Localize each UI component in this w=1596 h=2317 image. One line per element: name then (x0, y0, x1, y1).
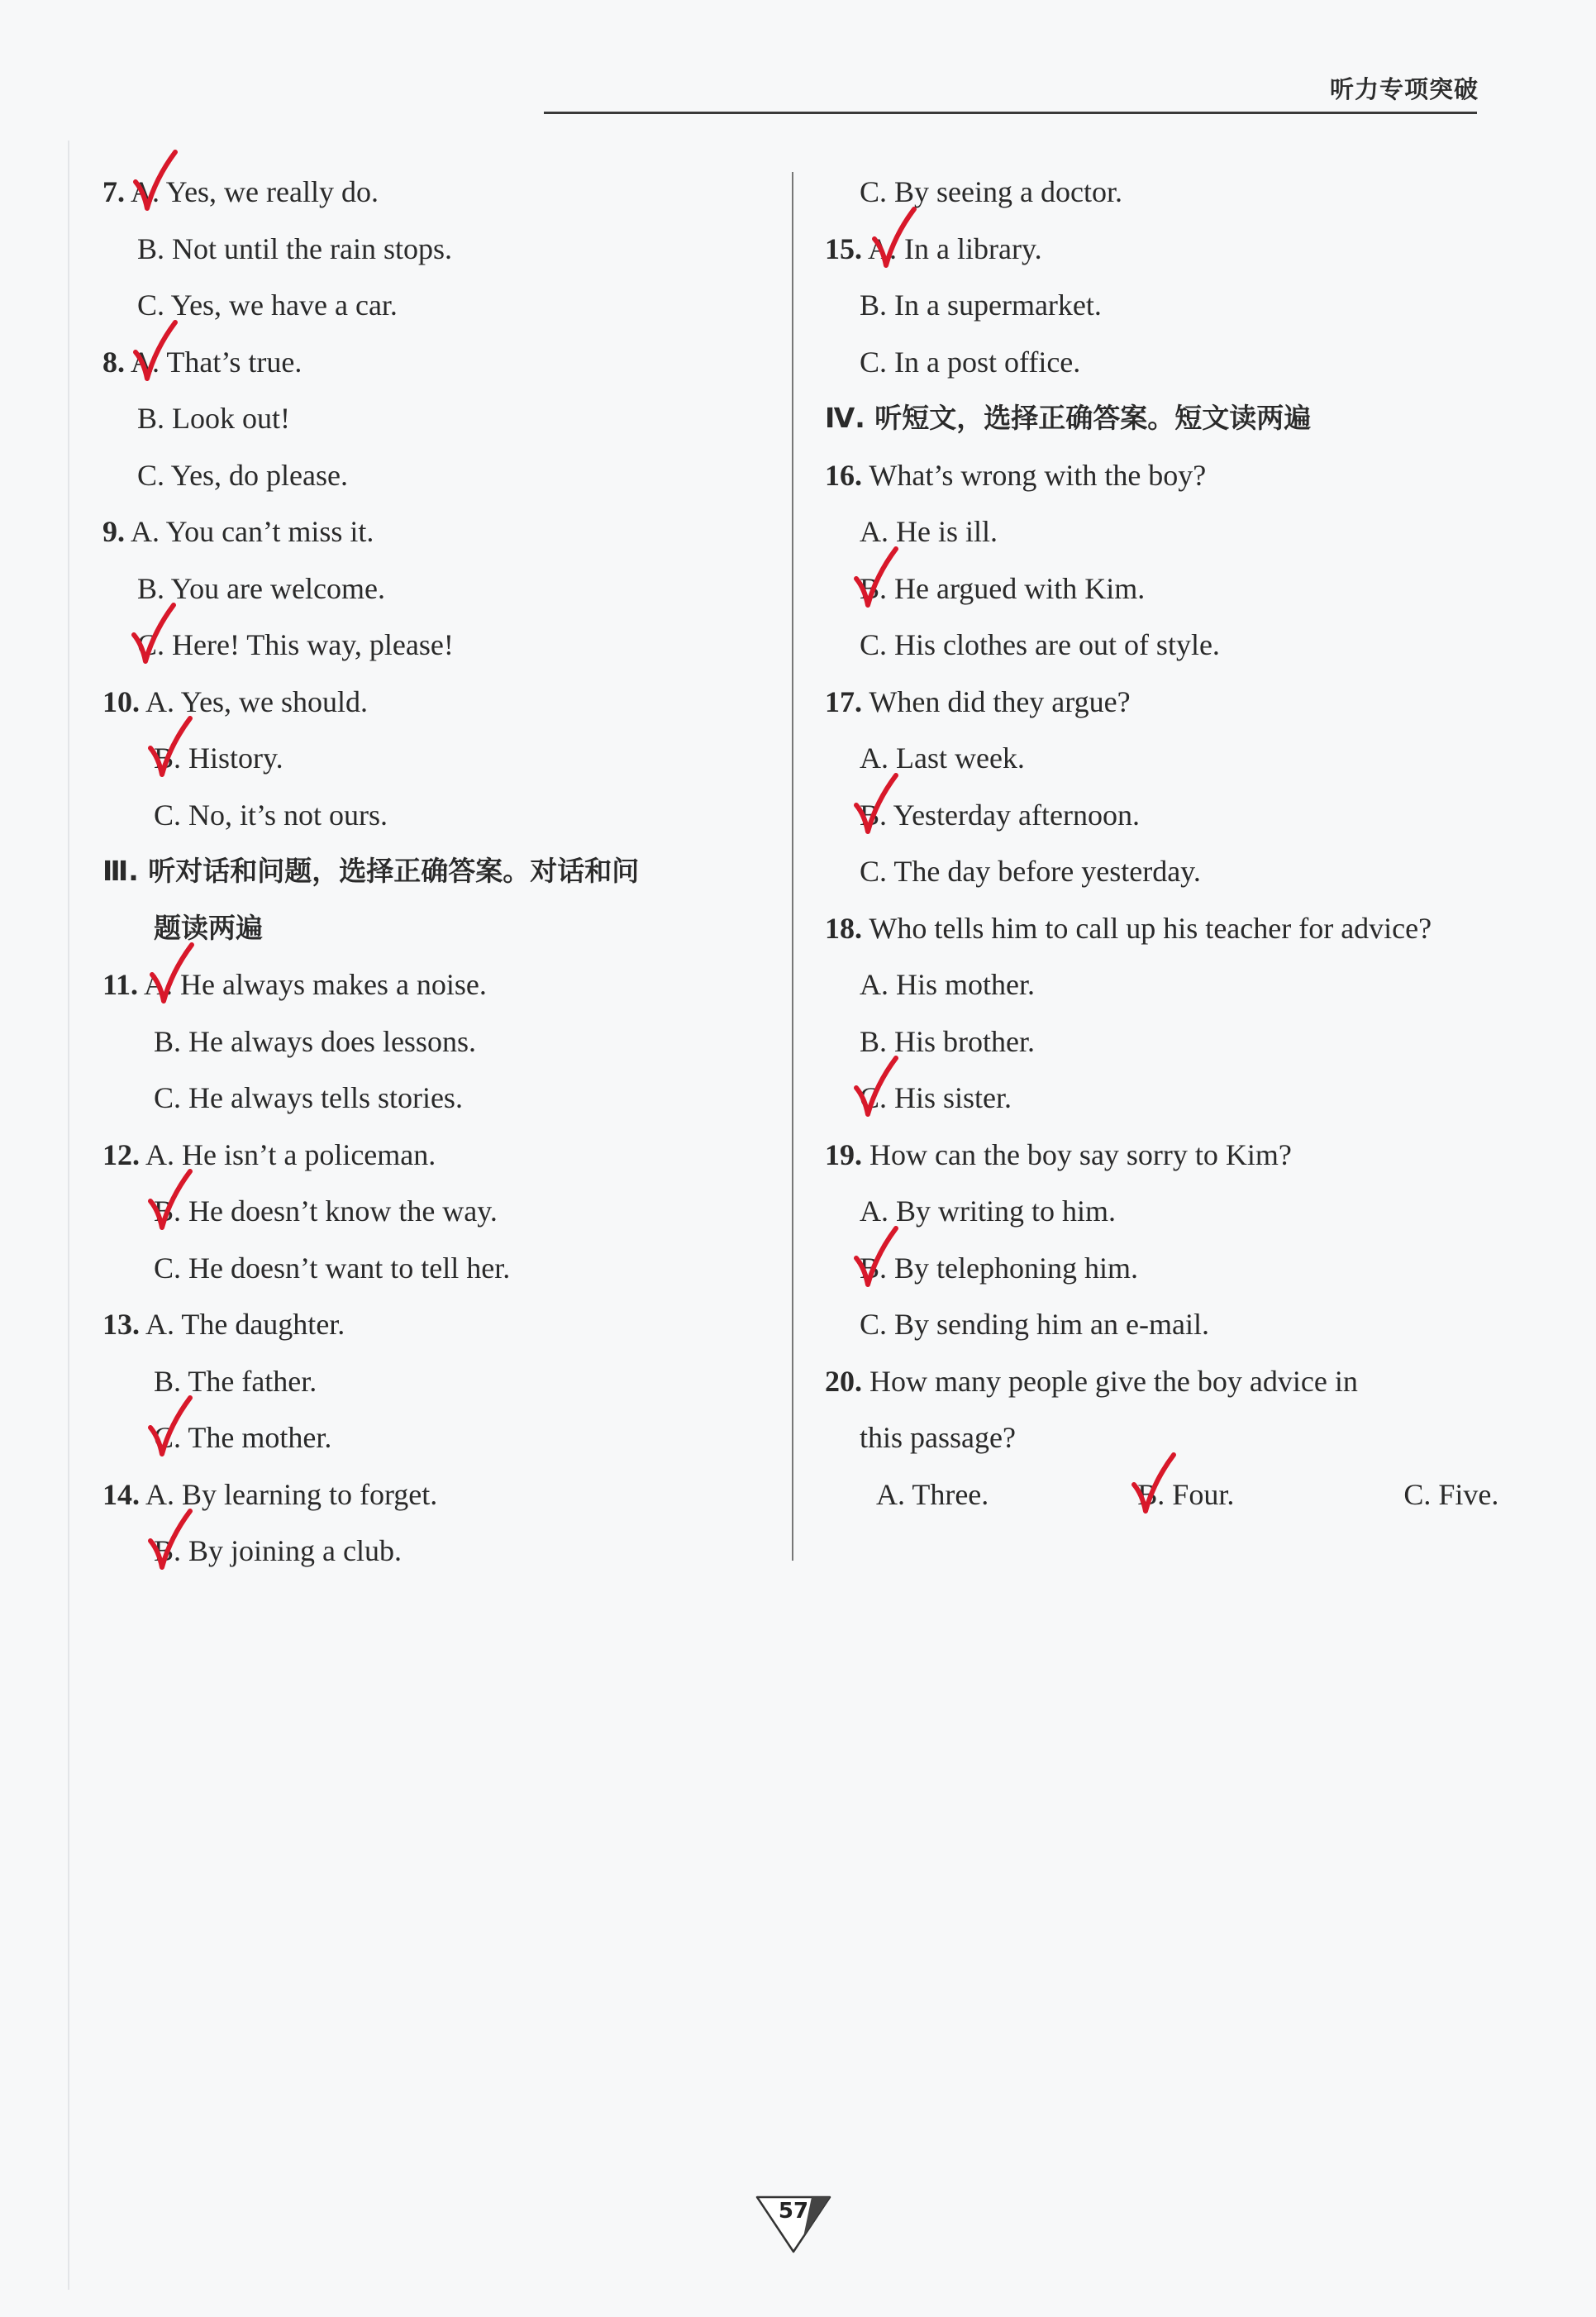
option-text: C. By sending him an e-mail. (860, 1308, 1209, 1341)
question-number: 9. (102, 515, 125, 548)
option-text: A. In a library. (868, 231, 1042, 265)
option-text: A. Three. (876, 1477, 989, 1511)
option-text: B. His brother. (860, 1024, 1035, 1058)
option-text: C. No, it’s not ours. (154, 798, 388, 832)
red-check-mark-icon (147, 1394, 193, 1459)
option-text: A. He isn’t a policeman. (145, 1137, 436, 1171)
red-check-mark-icon (871, 206, 917, 270)
question-number: 8. (102, 345, 125, 379)
option-line (825, 277, 1503, 334)
question-number: 11. (102, 968, 139, 1001)
red-check-mark-icon (853, 1055, 899, 1119)
red-check-mark-icon (853, 1225, 899, 1290)
option-line (825, 503, 1503, 560)
option-line (102, 617, 772, 674)
option-text: C. In a post office. (860, 345, 1081, 379)
option-line (825, 730, 1503, 787)
option-line (102, 560, 772, 617)
red-check-mark-icon (132, 319, 179, 384)
option-line (825, 843, 1503, 900)
question-line (102, 503, 772, 560)
option-line (102, 1013, 772, 1070)
question-number: 18. (825, 911, 862, 945)
question-line (825, 447, 1503, 504)
question-line (102, 1466, 772, 1523)
left-column (102, 164, 772, 1580)
option-text: B. He always does lessons. (154, 1024, 476, 1058)
option-text: B. Yesterday afternoon. (860, 798, 1140, 832)
right-column (825, 164, 1503, 1523)
question-line (825, 1353, 1503, 1410)
option-text: A. You can’t miss it. (131, 515, 374, 548)
option-line (102, 390, 772, 447)
option-text: A. The daughter. (145, 1308, 345, 1341)
red-check-mark-icon (147, 715, 193, 779)
page-number: 57 (778, 2199, 809, 2224)
option-text: this passage? (860, 1421, 1016, 1454)
option-text: A. His mother. (860, 968, 1035, 1001)
question-number: 7. (102, 175, 125, 208)
option-line (102, 277, 772, 334)
question-number: 15. (825, 231, 862, 265)
red-check-mark-icon (131, 602, 177, 666)
option-line (825, 617, 1503, 674)
question-line (102, 1127, 772, 1184)
option-line (102, 221, 772, 278)
option-text: C. His sister. (860, 1081, 1012, 1114)
question-number: 16. (825, 458, 862, 492)
option-text: C. Yes, we have a car. (137, 288, 398, 322)
question-line (102, 674, 772, 731)
option-text: C. The day before yesterday. (860, 855, 1201, 888)
header-rule (544, 112, 1477, 114)
question-number: 10. (102, 684, 140, 718)
q20-option (1403, 1466, 1498, 1523)
option-line (102, 447, 772, 504)
page-number-badge (754, 2192, 833, 2255)
option-line (102, 730, 772, 787)
question-number: 19. (825, 1137, 862, 1171)
option-line (825, 1013, 1503, 1070)
section-heading: Ⅳ. 听短文，选择正确答案。短文读两遍 (825, 402, 1312, 434)
red-check-mark-icon (1131, 1452, 1177, 1516)
question-line (825, 900, 1503, 957)
red-check-mark-icon (147, 1168, 193, 1232)
option-text: A. By writing to him. (860, 1194, 1117, 1228)
option-line (825, 956, 1503, 1013)
option-text: C. Five. (1403, 1477, 1499, 1511)
question-number: 17. (825, 684, 862, 718)
option-text: When did they argue? (869, 684, 1131, 718)
option-text: A. Last week. (860, 741, 1025, 775)
option-line (102, 1183, 772, 1240)
option-text: B. You are welcome. (137, 571, 385, 605)
option-text: A. Yes, we really do. (131, 175, 379, 208)
red-check-mark-icon (132, 149, 179, 213)
option-text: B. Four. (1137, 1477, 1235, 1511)
option-line (102, 787, 772, 844)
option-line (102, 1409, 772, 1466)
option-text: A. By learning to forget. (145, 1477, 438, 1511)
option-text: B. In a supermarket. (860, 288, 1102, 322)
question-line (102, 164, 772, 221)
question-number: 12. (102, 1137, 140, 1171)
option-text: C. He always tells stories. (154, 1081, 463, 1114)
question-line (102, 956, 772, 1013)
option-text: B. The father. (154, 1364, 317, 1398)
option-text: How can the boy say sorry to Kim? (869, 1137, 1292, 1171)
option-text: Who tells him to call up his teacher for advice? (869, 911, 1432, 945)
red-check-mark-icon (853, 546, 899, 610)
section-heading: Ⅲ. 听对话和问题，选择正确答案。对话和问 (102, 855, 640, 887)
option-line (825, 1240, 1503, 1297)
option-text: C. Here! This way, please! (137, 628, 454, 661)
option-text: B. History. (154, 741, 283, 775)
option-text: B. By telephoning him. (860, 1251, 1138, 1285)
option-text: A. He always makes a noise. (144, 968, 487, 1001)
option-line (825, 1183, 1503, 1240)
option-text: B. By joining a club. (154, 1534, 402, 1567)
question-line (825, 221, 1503, 278)
option-text: C. By seeing a doctor. (860, 175, 1122, 208)
question-line (825, 674, 1503, 731)
option-line (825, 560, 1503, 617)
q20-option (1137, 1466, 1234, 1523)
option-text: B. He argued with Kim. (860, 571, 1146, 605)
option-text: B. Look out! (137, 402, 290, 435)
option-text: A. He is ill. (860, 515, 998, 548)
option-line (102, 1240, 772, 1297)
red-check-mark-icon (149, 942, 195, 1006)
question-number: 14. (102, 1477, 140, 1511)
q20-options-row (825, 1466, 1503, 1523)
option-line (825, 334, 1503, 391)
red-check-mark-icon (853, 772, 899, 837)
option-text: C. His clothes are out of style. (860, 628, 1220, 661)
option-text: B. Not until the rain stops. (137, 231, 452, 265)
q20-option (876, 1466, 989, 1523)
section-heading: 题读两遍 (154, 911, 263, 944)
red-check-mark-icon (147, 1508, 193, 1572)
option-line (102, 1353, 772, 1410)
option-line (102, 1070, 772, 1127)
question-number: 13. (102, 1308, 140, 1341)
option-text: C. He doesn’t want to tell her. (154, 1251, 511, 1285)
column-divider (792, 172, 793, 1561)
option-line (825, 1296, 1503, 1353)
question-line (102, 1296, 772, 1353)
option-line (825, 787, 1503, 844)
option-line (825, 1070, 1503, 1127)
question-line (825, 1127, 1503, 1184)
question-number: 20. (825, 1364, 862, 1398)
option-line (825, 164, 1503, 221)
option-text: What’s wrong with the boy? (869, 458, 1207, 492)
option-line (102, 1523, 772, 1580)
header-title: 听力专项突破 (1329, 75, 1479, 103)
page-edge-shadow (68, 141, 69, 2290)
option-text: A. Yes, we should. (145, 684, 369, 718)
option-text: C. Yes, do please. (137, 458, 349, 492)
option-text: C. The mother. (154, 1421, 332, 1454)
option-text: B. He doesn’t know the way. (154, 1194, 498, 1228)
question-line (102, 334, 772, 391)
option-text: How many people give the boy advice in (869, 1364, 1358, 1398)
option-text: A. That’s true. (131, 345, 303, 379)
